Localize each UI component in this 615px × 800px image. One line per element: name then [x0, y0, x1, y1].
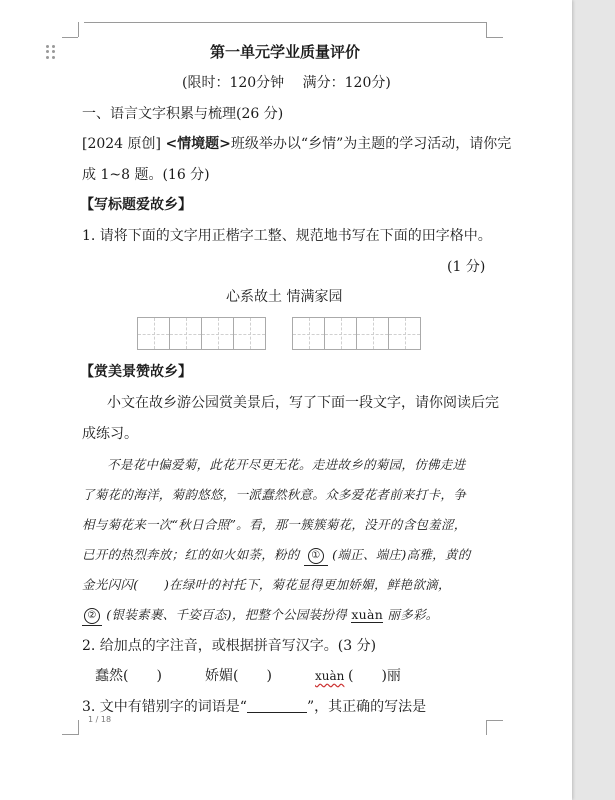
section-heading: 一、语言文字积累与梳理(26 分)	[82, 106, 284, 122]
intro-line-1	[82, 134, 511, 154]
paragraph-line-2: 成练习。	[82, 426, 138, 442]
q2-item-1: 蠢然( )	[95, 668, 162, 684]
intro-text: 班级举办以“乡情”为主题的学习活动，请你完	[230, 136, 512, 152]
corner-mark-top-left	[78, 22, 85, 37]
copy-text: 心系故土 情满家园	[226, 289, 343, 305]
question-3-end: ”，其正确的写法是	[306, 699, 427, 715]
paragraph-line-1: 小文在故乡游公园赏美景后，写了下面一段文字，请你阅读后完	[107, 395, 499, 411]
question-3-start: 3. 文中有错别字的词语是“	[82, 699, 247, 715]
grid-cell[interactable]	[324, 317, 357, 350]
grid-cell[interactable]	[201, 317, 234, 350]
question-2: 2. 给加点的字注音，或根据拼音写汉字。(3 分)	[82, 638, 377, 654]
intro-source: [2024 原创]	[82, 136, 166, 152]
q2-item-3: xuàn	[315, 669, 345, 683]
grid-cell[interactable]	[169, 317, 202, 350]
grid-cell[interactable]	[233, 317, 266, 350]
circle-number-1: ①	[308, 548, 324, 564]
q2-item-2: 娇媚( )	[205, 668, 272, 684]
passage-line-5: 金光闪闪( )在绿叶的衬托下，菊花显得更加娇媚，鲜艳欲滴，	[82, 577, 451, 592]
intro-line-2: 成 1~8 题。(16 分)	[82, 167, 210, 183]
drag-handle-icon[interactable]	[46, 45, 56, 59]
question-3	[82, 697, 426, 717]
doc-title: 第一单元学业质量评价	[210, 43, 361, 61]
circle-number-2: ②	[84, 608, 100, 624]
doc-subtitle: (限时：120分钟 满分：120分)	[182, 75, 391, 91]
intro-tag: <情境题>	[165, 136, 231, 152]
pinyin-xuan: xuàn	[351, 607, 384, 622]
corner-mark-bottom-right	[486, 720, 503, 735]
grid-cell[interactable]	[388, 317, 421, 350]
corner-mark-bottom-left	[62, 720, 79, 735]
tianzige-grid-right[interactable]	[292, 317, 421, 350]
heading-scenery: 【赏美景赞故乡】	[80, 364, 192, 380]
grid-cell[interactable]	[137, 317, 170, 350]
grid-cell[interactable]	[292, 317, 325, 350]
passage-line-6	[82, 605, 439, 626]
question-1-score: (1 分)	[447, 259, 486, 275]
page-number: 1 / 18	[88, 715, 112, 724]
q2-item-4: ( )丽	[348, 668, 401, 684]
grid-cell[interactable]	[356, 317, 389, 350]
header-rule	[84, 22, 486, 23]
blank-2[interactable]	[82, 605, 102, 626]
blank-1[interactable]	[304, 545, 328, 566]
answer-blank[interactable]	[247, 700, 307, 713]
passage-line-4-text: 已开的热烈奔放；红的如火如荼，粉的	[82, 547, 300, 562]
passage-line-6-tail: 丽多彩。	[383, 607, 439, 622]
passage-line-1: 不是花中偏爱菊，此花开尽更无花。走进故乡的菊园，仿佛走进	[107, 457, 466, 472]
corner-mark-top-right	[486, 22, 503, 38]
passage-line-3: 相与菊花来一次“秋日合照”。看，那一簇簇菊花，没开的含包羞涩，	[82, 517, 467, 532]
question-1: 1. 请将下面的文字用正楷字工整、规范地书写在下面的田字格中。	[82, 228, 492, 244]
tianzige-grid-left[interactable]	[137, 317, 266, 350]
passage-line-6-text: (银装素裹、千姿百态)，把整个公园装扮得	[102, 607, 352, 622]
heading-write-title: 【写标题爱故乡】	[80, 197, 192, 213]
passage-line-4-tail: (端正、端庄)高雅，黄的	[327, 547, 471, 562]
corner-mark-top-left-h	[62, 37, 78, 38]
passage-line-2: 了菊花的海洋，菊韵悠悠，一派蠢然秋意。众多爱花者前来打卡，争	[82, 487, 467, 502]
passage-line-4	[82, 545, 471, 566]
